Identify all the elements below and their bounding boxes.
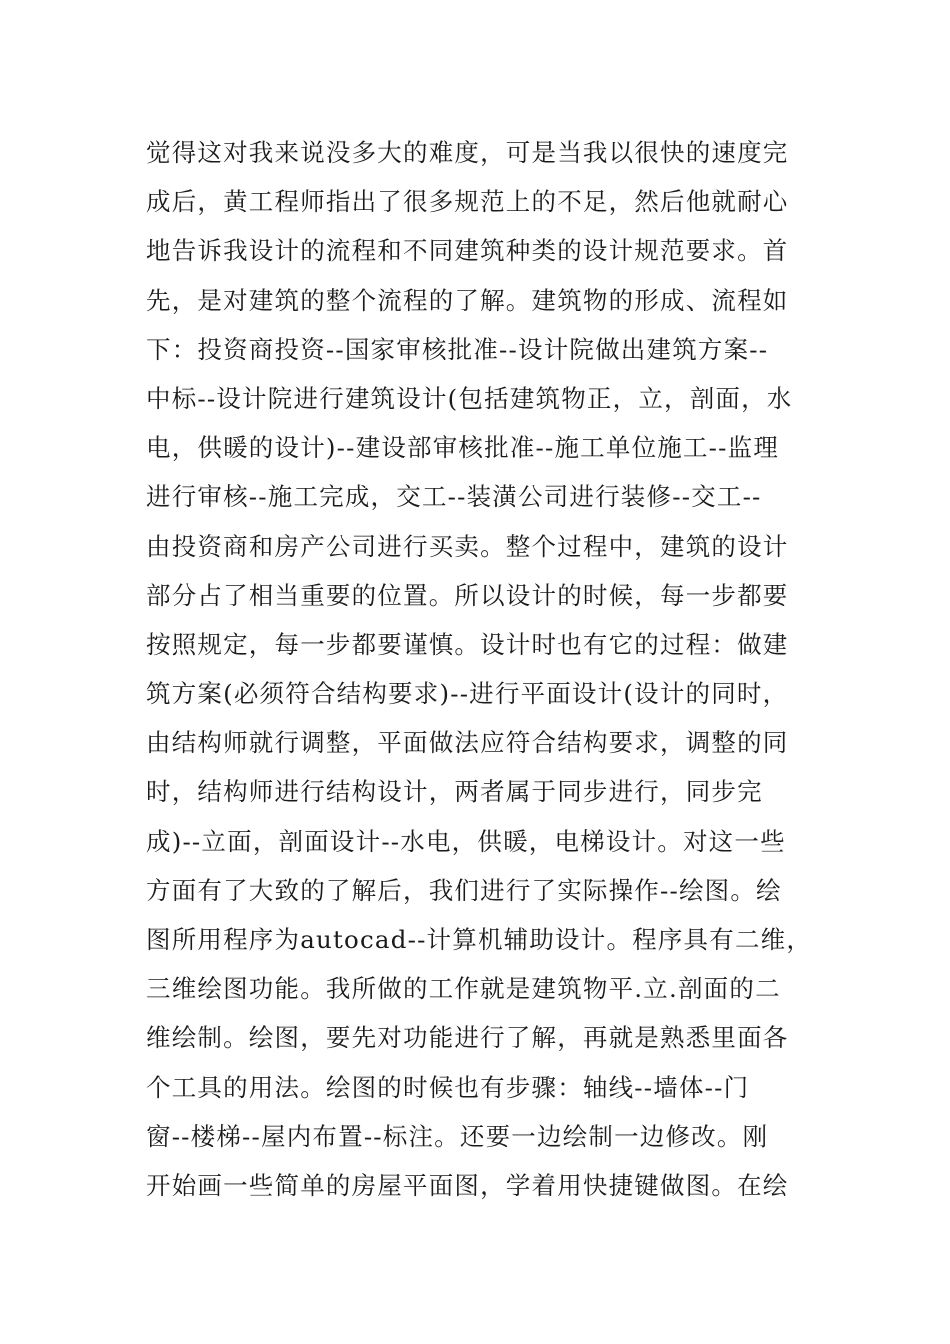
text-line: 先，是对建筑的整个流程的了解。建筑物的形成、流程如 <box>146 285 789 315</box>
text-line: 中标--设计院进行建筑设计(包括建筑物正，立，剖面，水 <box>146 383 793 413</box>
text-line: 个工具的用法。绘图的时候也有步骤：轴线--墙体--门 <box>146 1072 750 1102</box>
text-line: 开始画一些简单的房屋平面图，学着用快捷键做图。在绘 <box>146 1170 789 1200</box>
text-line: 进行审核--施工完成，交工--装潢公司进行装修--交工-- <box>146 482 762 512</box>
text-line: 三维绘图功能。我所做的工作就是建筑物平.立.剖面的二 <box>146 974 781 1004</box>
body-paragraph <box>146 128 816 1210</box>
text-line: 图所用程序为autocad--计算机辅助设计。程序具有二维， <box>146 925 813 954</box>
text-line: 成后，黄工程师指出了很多规范上的不足，然后他就耐心 <box>146 187 789 217</box>
text-line: 方面有了大致的了解后，我们进行了实际操作--绘图。绘 <box>146 875 782 905</box>
text-line: 电，供暖的设计)--建设部审核批准--施工单位施工--监理 <box>146 433 780 463</box>
text-line: 地告诉我设计的流程和不同建筑种类的设计规范要求。首 <box>146 236 789 266</box>
text-line: 筑方案(必须符合结构要求)--进行平面设计(设计的同时， <box>146 679 789 709</box>
text-line: 觉得这对我来说没多大的难度，可是当我以很快的速度完 <box>146 138 789 167</box>
text-line: 成)--立面，剖面设计--水电，供暖，电梯设计。对这一些 <box>146 826 786 856</box>
text-line: 窗--楼梯--屋内布置--标注。还要一边绘制一边修改。刚 <box>146 1121 769 1151</box>
text-line: 由投资商和房产公司进行买卖。整个过程中，建筑的设计 <box>146 531 789 561</box>
text-line: 下：投资商投资--国家审核批准--设计院做出建筑方案-- <box>146 334 769 364</box>
text-line: 部分占了相当重要的位置。所以设计的时候，每一步都要 <box>146 580 789 610</box>
text-line: 由结构师就行调整，平面做法应符合结构要求，调整的同 <box>146 728 789 758</box>
text-line: 按照规定，每一步都要谨慎。设计时也有它的过程：做建 <box>146 629 789 659</box>
text-line: 时，结构师进行结构设计，两者属于同步进行，同步完 <box>146 777 763 807</box>
text-line: 维绘制。绘图，要先对功能进行了解，再就是熟悉里面各 <box>146 1023 789 1053</box>
